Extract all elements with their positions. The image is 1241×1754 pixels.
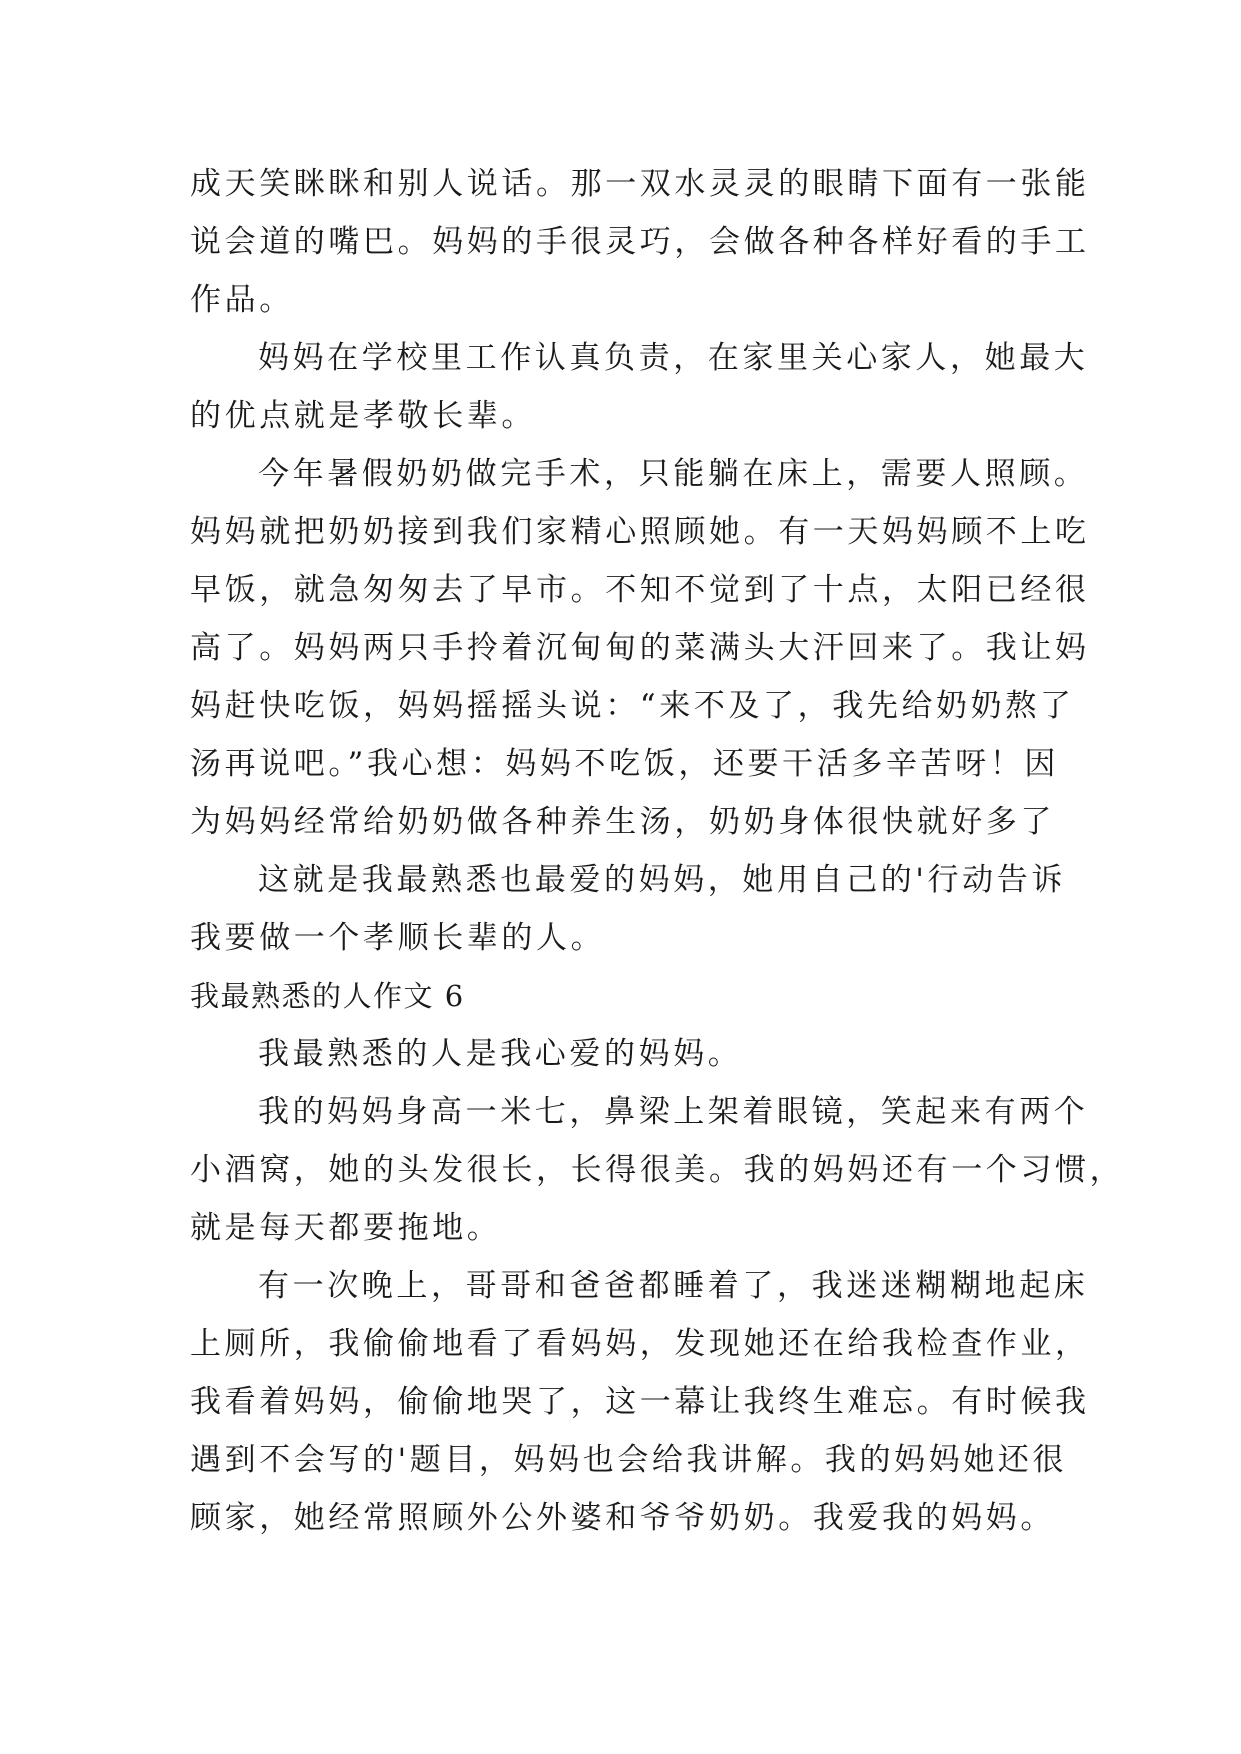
text-line: 我最熟悉的人是我心爱的妈妈。 (258, 1036, 743, 1072)
text-line: 今年暑假奶奶做完手术，只能躺在床上，需要人照顾。 (258, 456, 1089, 492)
text-line: 汤再说吧。”我心想：妈妈不吃饭，还要干活多辛苦呀！因 (190, 746, 1059, 782)
text-line: 妈妈在学校里工作认真负责，在家里关心家人，她最大 (258, 340, 1089, 376)
text-line: 顾家，她经常照顾外公外婆和爷爷奶奶。我爱我的妈妈。 (190, 1500, 1055, 1536)
text-line: 就是每天都要拖地。 (190, 1210, 502, 1246)
paragraph-7 (190, 1257, 1090, 1547)
paragraph-5 (190, 1025, 1052, 1083)
text-line: 成天笑眯眯和别人说话。那一双水灵灵的眼睛下面有一张能 (190, 166, 1090, 202)
text-line: 我看着妈妈，偷偷地哭了，这一幕让我终生难忘。有时候我 (190, 1384, 1090, 1420)
text-line: 这就是我最熟悉也最爱的妈妈，她用自己的'行动告诉 (258, 862, 1066, 898)
text-line: 有一次晚上，哥哥和爸爸都睡着了，我迷迷糊糊地起床 (258, 1268, 1089, 1304)
paragraph-2 (190, 329, 1089, 445)
text-line: 我的妈妈身高一米七，鼻梁上架着眼镜，笑起来有两个 (258, 1094, 1089, 1130)
text-line: 妈妈就把奶奶接到我们家精心照顾她。有一天妈妈顾不上吃 (190, 514, 1090, 550)
paragraph-4 (190, 851, 1066, 967)
text-line: 妈赶快吃饭，妈妈摇摇头说：“来不及了，我先给奶奶熬了 (190, 688, 1075, 724)
text-line: 小酒窝，她的头发很长，长得很美。我的妈妈还有一个习惯， (190, 1152, 1125, 1188)
paragraph-1 (190, 155, 1090, 329)
paragraph-3 (190, 445, 1090, 851)
text-line: 作品。 (190, 282, 294, 318)
section-heading: 我最熟悉的人作文 6 (190, 979, 465, 1013)
text-line: 上厕所，我偷偷地看了看妈妈，发现她还在给我检查作业， (190, 1326, 1090, 1362)
text-line: 我要做一个孝顺长辈的人。 (190, 920, 606, 956)
text-line: 的优点就是孝敬长辈。 (190, 398, 536, 434)
text-line: 为妈妈经常给奶奶做各种养生汤，奶奶身体很快就好多了 (190, 804, 1055, 840)
text-line: 早饭，就急匆匆去了早市。不知不觉到了十点，太阳已经很 (190, 572, 1090, 608)
text-line: 高了。妈妈两只手拎着沉甸甸的菜满头大汗回来了。我让妈 (190, 630, 1090, 666)
text-line: 遇到不会写的'题目，妈妈也会给我讲解。我的妈妈她还很 (190, 1442, 1068, 1478)
paragraph-6 (190, 1083, 1125, 1257)
document-body (190, 155, 1125, 1547)
text-line: 说会道的嘴巴。妈妈的手很灵巧，会做各种各样好看的手工 (190, 224, 1090, 260)
